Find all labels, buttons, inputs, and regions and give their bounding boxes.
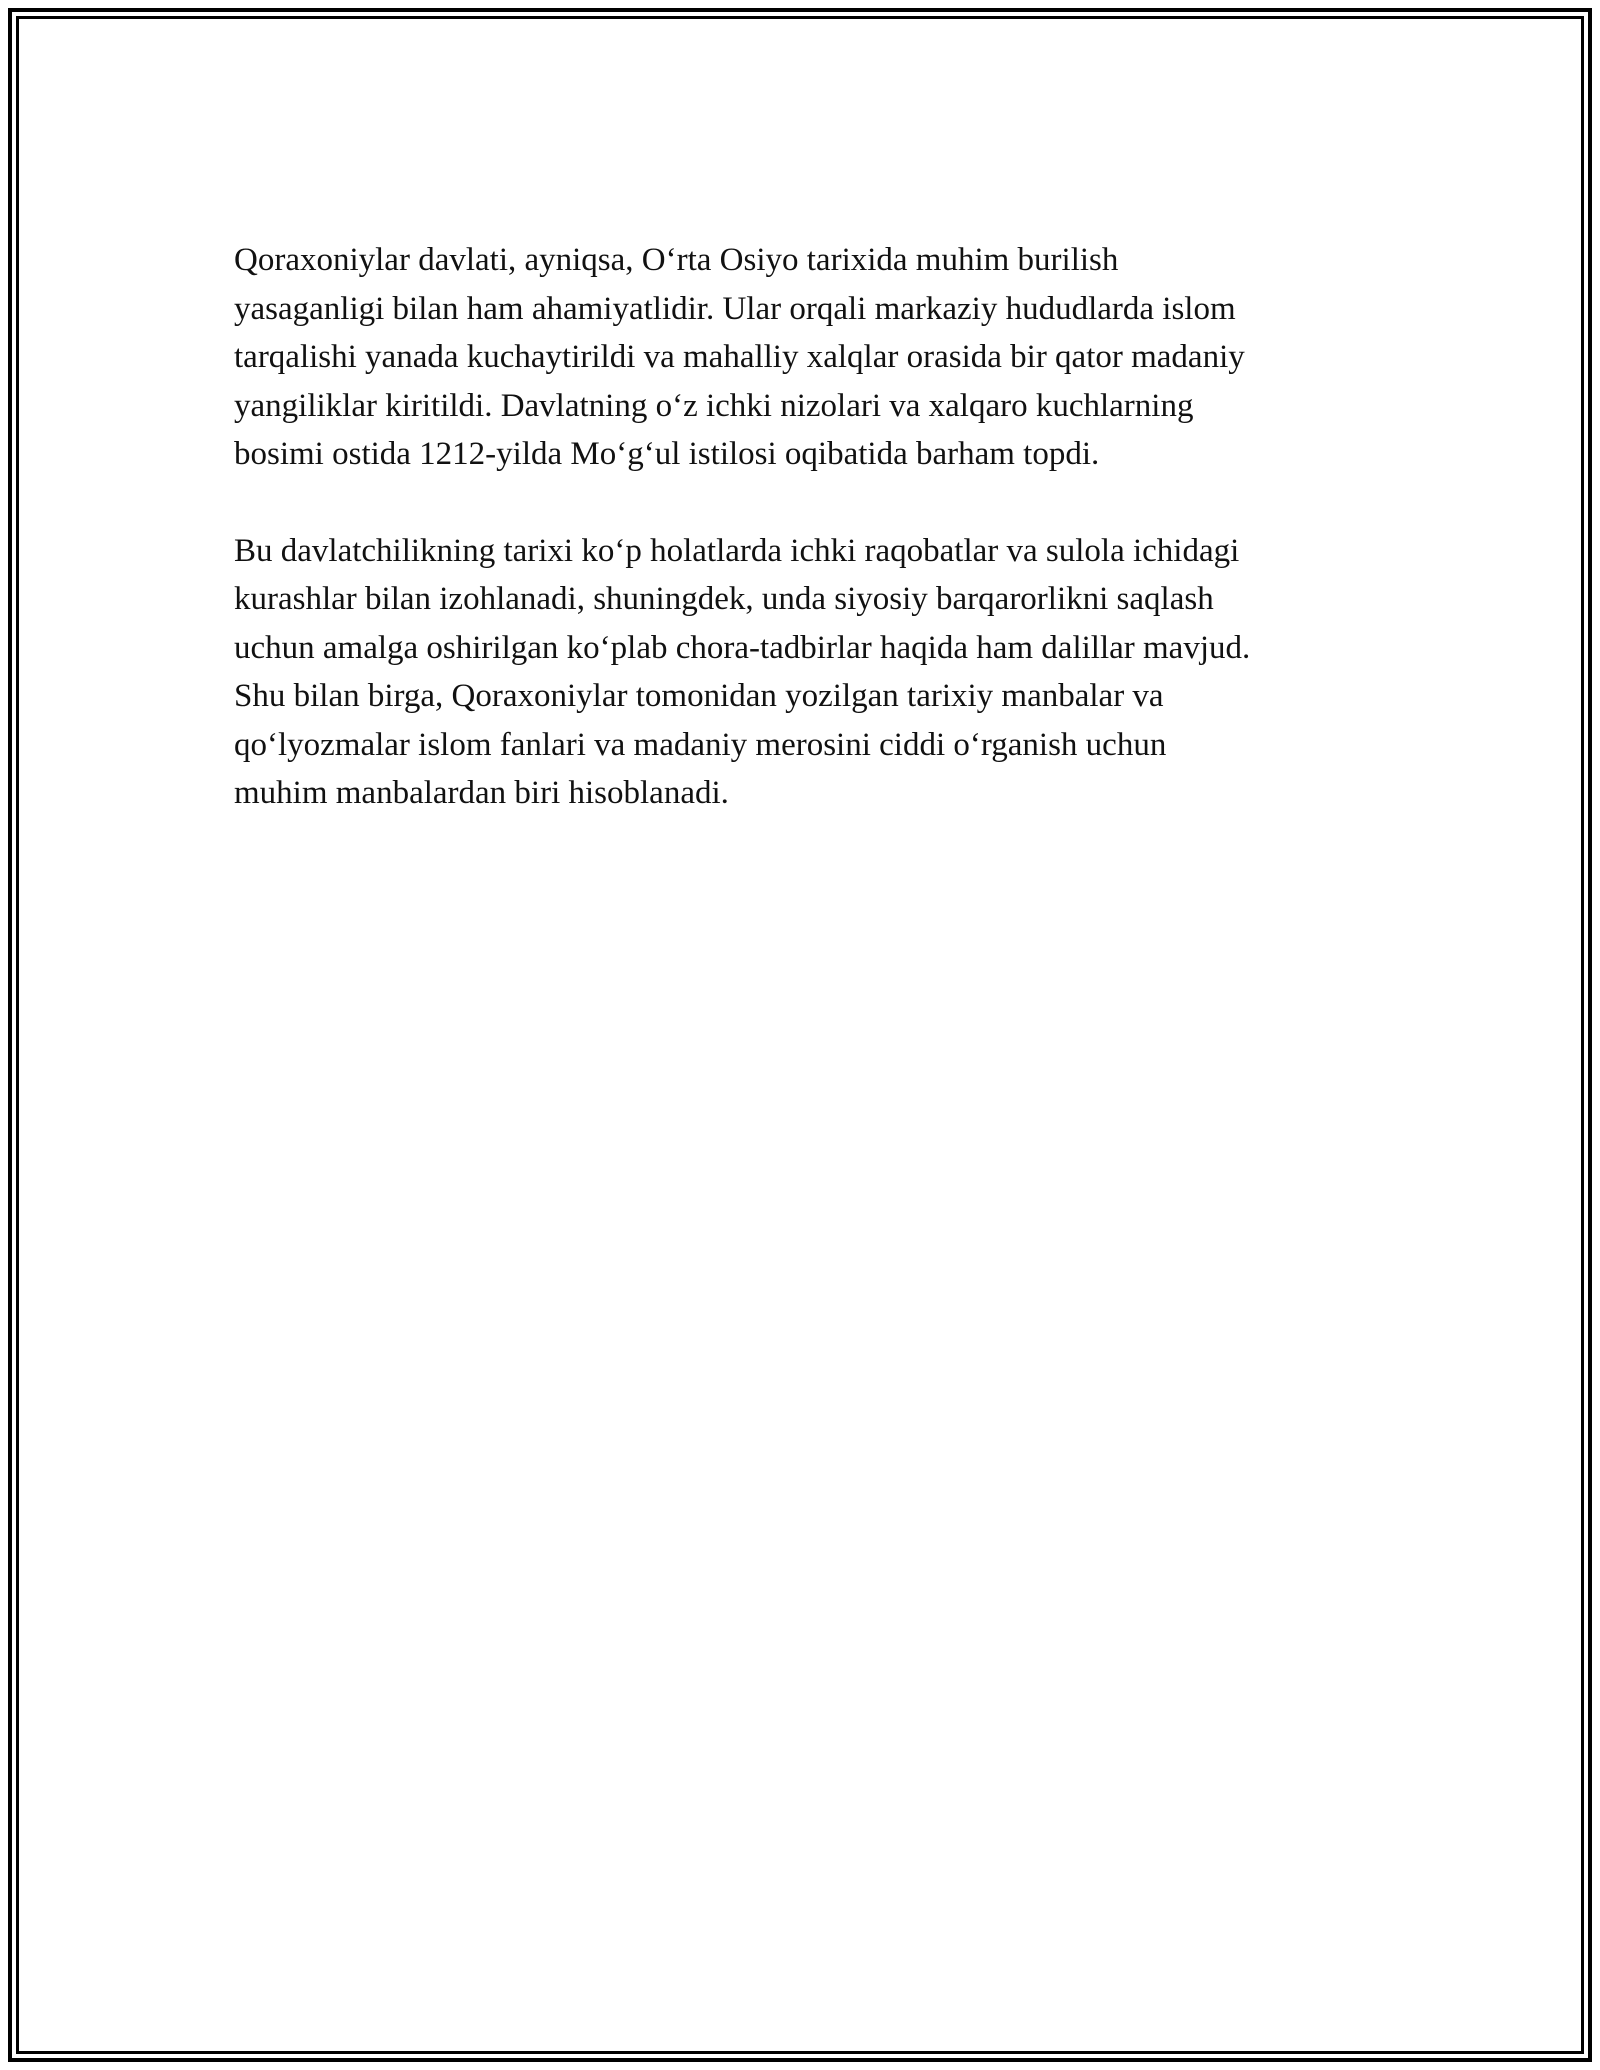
document-body [234,236,1374,866]
paragraph-2: Bu davlatchilikning tarixi ko‘p holatlarda ichki raqobatlar va sulola ichidagi kurashlar bilan izohlanadi, shuningdek, unda siyosiy barqarorlikni saqlash uchun amalga oshirilgan ko‘plab chora-tadbirlar haqida ham dalillar mavjud. Shu bilan birga, Qoraxoniylar tomonidan yozilgan tarixiy manbalar va qo‘lyozmalar islom fanlari va madaniy merosini ciddi o‘rganish uchun muhim manbalardan biri hisoblanadi. [234,532,1251,811]
paragraph-1: Qoraxoniylar davlati, ayniqsa, O‘rta Osiyo tarixida muhim burilish yasaganligi bilan ham ahamiyatlidir. Ular orqali markaziy hududlarda islom tarqalishi yanada kuchaytirildi va mahalliy xalqlar orasida bir qator madaniy yangiliklar kiritildi. Davlatning o‘z ichki nizolari va xalqaro kuchlarning bosimi ostida 1212-yilda Mo‘g‘ul istilosi oqibatida barham topdi. [234,242,1245,472]
